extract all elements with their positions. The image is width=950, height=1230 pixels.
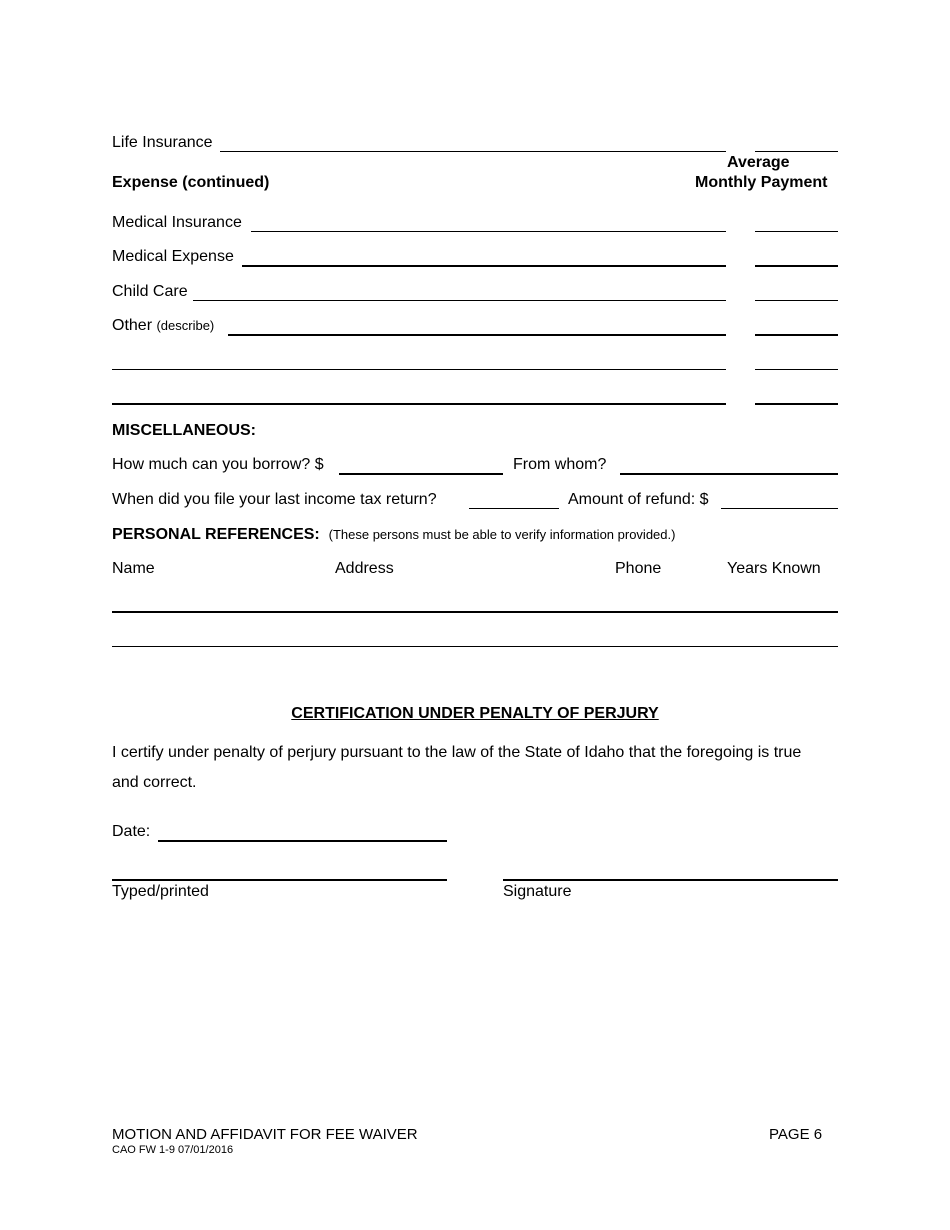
medical-expense-label: Medical Expense bbox=[112, 248, 234, 265]
signature-label: Signature bbox=[503, 883, 572, 900]
signature-field[interactable] bbox=[503, 879, 838, 881]
refund-label: Amount of refund: $ bbox=[568, 491, 709, 508]
reference-entry-field-1[interactable] bbox=[112, 611, 838, 613]
tax-return-date-field[interactable] bbox=[469, 508, 559, 509]
column-header-average: Average bbox=[727, 154, 790, 171]
other-hint: (describe) bbox=[156, 318, 215, 333]
medical-insurance-description-field[interactable] bbox=[251, 231, 726, 232]
other-amount-field[interactable] bbox=[755, 334, 838, 336]
life-insurance-amount-field[interactable] bbox=[755, 151, 838, 152]
medical-insurance-label: Medical Insurance bbox=[112, 214, 242, 231]
footer-page-number: PAGE 6 bbox=[769, 1126, 823, 1143]
footer-form-title: MOTION AND AFFIDAVIT FOR FEE WAIVER bbox=[112, 1126, 418, 1143]
child-care-amount-field[interactable] bbox=[755, 300, 838, 301]
other-extra-amount-field-1[interactable] bbox=[755, 369, 838, 370]
certification-title: CERTIFICATION UNDER PENALTY OF PERJURY bbox=[291, 705, 659, 722]
references-title: PERSONAL REFERENCES: bbox=[112, 526, 320, 543]
medical-expense-description-field[interactable] bbox=[242, 265, 726, 267]
other-extra-description-field-2[interactable] bbox=[112, 403, 726, 405]
references-column-phone: Phone bbox=[615, 560, 662, 577]
date-field[interactable] bbox=[158, 840, 447, 842]
column-header-monthly-payment: Monthly Payment bbox=[695, 174, 828, 191]
from-whom-label: From whom? bbox=[513, 456, 607, 473]
reference-entry-field-2[interactable] bbox=[112, 646, 838, 647]
borrow-amount-field[interactable] bbox=[339, 473, 503, 475]
child-care-description-field[interactable] bbox=[193, 300, 726, 301]
typed-printed-label: Typed/printed bbox=[112, 883, 209, 900]
medical-insurance-amount-field[interactable] bbox=[755, 231, 838, 232]
refund-amount-field[interactable] bbox=[721, 508, 838, 509]
other-label: Other (describe) bbox=[112, 317, 215, 334]
medical-expense-amount-field[interactable] bbox=[755, 265, 838, 267]
expense-section-title: Expense (continued) bbox=[112, 174, 270, 191]
typed-name-field[interactable] bbox=[112, 879, 447, 881]
child-care-label: Child Care bbox=[112, 283, 188, 300]
other-description-field[interactable] bbox=[228, 334, 726, 336]
date-label: Date: bbox=[112, 823, 151, 840]
other-extra-amount-field-2[interactable] bbox=[755, 403, 838, 405]
life-insurance-description-field[interactable] bbox=[220, 151, 726, 152]
references-heading bbox=[112, 526, 675, 544]
references-note: (These persons must be able to verify information provided.) bbox=[328, 527, 676, 542]
references-column-name: Name bbox=[112, 560, 155, 577]
certification-statement: I certify under penalty of perjury pursuant to the law of the State of Idaho that the foregoing is true and correct. bbox=[112, 744, 802, 791]
tax-return-label: When did you file your last income tax return? bbox=[112, 491, 437, 508]
other-extra-description-field-1[interactable] bbox=[112, 369, 726, 370]
footer-form-code: CAO FW 1-9 07/01/2016 bbox=[112, 1144, 234, 1156]
from-whom-field[interactable] bbox=[620, 473, 838, 475]
borrow-label: How much can you borrow? $ bbox=[112, 456, 324, 473]
references-column-address: Address bbox=[335, 560, 394, 577]
life-insurance-label: Life Insurance bbox=[112, 134, 213, 151]
references-column-years-known: Years Known bbox=[727, 560, 821, 577]
miscellaneous-title: MISCELLANEOUS: bbox=[112, 422, 256, 439]
